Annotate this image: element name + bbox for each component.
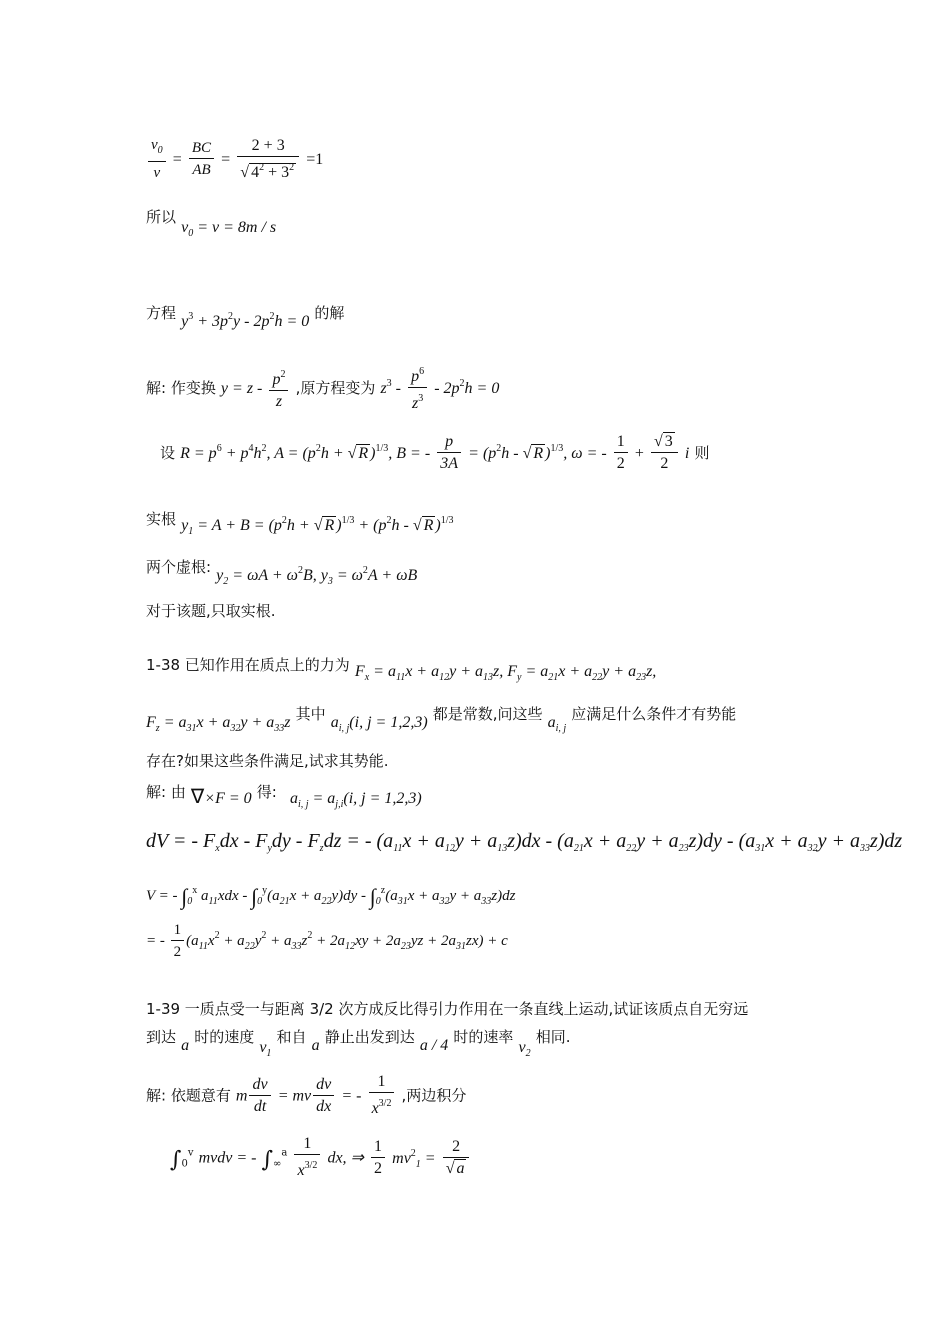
problem-139-line1: 1-39 一质点受一与距离 3/2 次方成反比得引力作用在一条直线上运动,试证该质点自无穷远 — [146, 1000, 749, 1018]
definitions-line: 设 $R = p^6 + p^4h^2$, $A = (p^2h$ + √ R )$^{1/3}$, B = - $\frac{p}{3A}$ = ($p^2h$ - √ R )$^{1/3}$, ω = - $\frac{1}{2}$ + $\frac{√ 3}{2}$ i 则 — [160, 433, 710, 472]
imag-roots-line: 两个虚根: $y_2 = \omega A + \omega^2B$, $y_3 = \omega^2A + \omega B$ — [146, 558, 418, 587]
so-label: 所以 — [146, 208, 177, 226]
only-real-note: 对于该题,只取实根. — [146, 602, 276, 620]
integral-line: $\int_0^v$ mvdv = - $\int_\infty^a$ $\frac{1}{x^{3/2}}$ dx, ⇒ $\frac{1}{2}$ $mv^2_1$ = $\frac{2}{√ a}$ — [170, 1134, 471, 1182]
curl-condition-line: 解: 由 ∇×F = 0 得: $a_{i, j} = a_{j,i}(i$, j = 1,2,3) — [146, 783, 422, 810]
problem-138-line1: 1-38 已知作用在质点上的力为 $F_x = a_{11}x + a_{12}y + a_{13}z$, $F_y = a_{21}x + a_{22}y + a_{23}z$, — [146, 656, 657, 683]
newton-equation-line: 解: 依题意有 m $\frac{dv}{dt}$ = mv $\frac{dv}{dx}$ = - $\frac{1}{x^{3/2}}$ ,两边积分 — [146, 1073, 467, 1117]
substitution-line: 解: 作变换 y = z - $\frac{p^2}{z}$ ,原方程变为 $z^3$ - $\frac{p^6}{z^3}$ - $2p^2h = 0$ — [146, 362, 499, 415]
problem-138-line2: $F_z = a_{31}x + a_{32}y + a_{33}z$ 其中 $a_{i, j}(i$, j = 1,2,3) 都是常数,问这些 $a_{i, j}$ 应满足什么条件才有势能 — [146, 705, 737, 734]
dv-equation: dV = - $F_xdx - F_ydy - F_zdz$ = - $(a_{11}x + a_{12}y + a_{13}z)dx - (a_{21}x + a_{22}y + a_{23}z)dy - (a_{31}x + a_{32}y + a_{33}z)dz$ — [146, 830, 903, 854]
problem-139-line2: 到达 a 时的速度 $v_1$ 和自 a 静止出发到达 a / 4 时的速率 $v_2$ 相同. — [146, 1028, 571, 1059]
potential-result: = - $\frac{1}{2}$ $(a_{11}x^2 + a_{22}y^2 + a_{33}z^2 + 2a_{12}xy + 2a_{23}yz + 2a_{31}zx) + c$ — [146, 922, 508, 960]
potential-integral: V = - $\int_0^x$ $a_{11}xdx - \int_0^y(a_{21}x + a_{22}y)dy - \int_0^z(a_{31}x + a_{32}y + a_{33}z)dz$ — [146, 884, 516, 909]
velocity-result: 所以 $v_0 = v = 8m / s$ — [146, 208, 277, 239]
ratio-equation: $\frac{v_0}{v}$ = $\frac{BC}{AB}$ = $\frac{2 + 3}{√ 4^2 + 3^2}$ =1 — [146, 135, 323, 184]
problem-138-line3: 存在?如果这些条件满足,试求其势能. — [146, 752, 389, 770]
cubic-heading: 方程 $y^3 + 3p^2y - 2p^2h = 0$ 的解 — [146, 304, 345, 330]
real-root-line: 实根 $y_1 = A + B = (p^2h$ + √ R )$^{1/3} + (p^2h$ - √ R )$^{1/3}$ — [146, 510, 454, 537]
